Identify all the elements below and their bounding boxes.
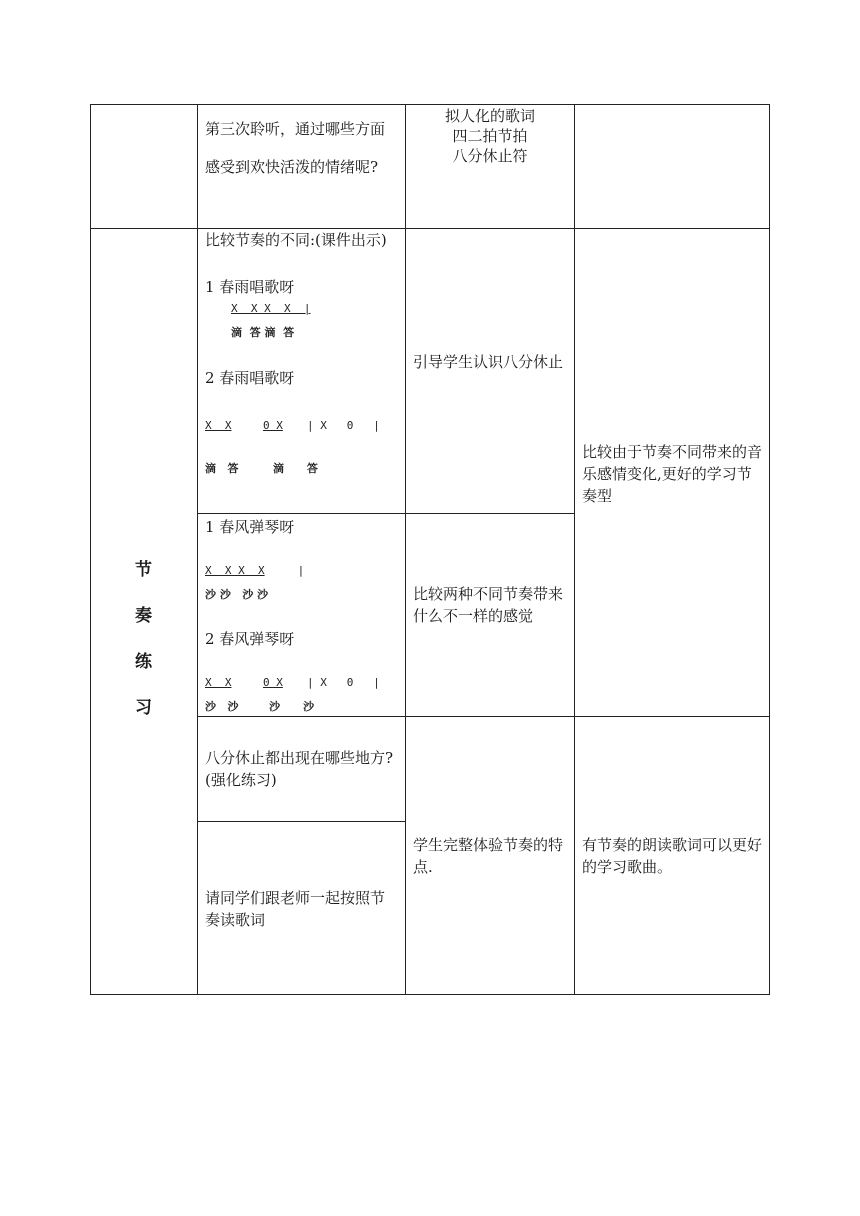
example-title: 1 春雨唱歌呀: [205, 278, 295, 296]
activity-cell: 八分休止都出现在哪些地方?(强化练习): [205, 749, 394, 789]
rhythm-notation: | X 0 |: [307, 676, 380, 689]
row-divider: [197, 513, 574, 514]
rhythm-syllables: 沙 沙 沙 沙: [205, 700, 315, 713]
table-border-right: [769, 104, 770, 995]
rhythm-notation: X X X X |: [231, 302, 311, 315]
activity-cell: 请同学们跟老师一起按照节奏读歌词: [205, 889, 386, 929]
rhythm-notation: |: [291, 564, 305, 577]
column-divider: [405, 104, 406, 995]
rhythm-syllables: 沙 沙 沙 沙: [205, 588, 269, 601]
example-title: 2 春风弹琴呀: [205, 630, 295, 648]
stage-label-char: 练: [135, 652, 152, 672]
example-title: 1 春风弹琴呀: [205, 518, 295, 536]
student-line: 拟人化的歌词: [444, 107, 535, 125]
stage-label-char: 节: [135, 560, 152, 580]
rhythm-notation: 0 X: [263, 676, 283, 689]
rhythm-notation: X X: [205, 419, 232, 432]
example-title: 2 春雨唱歌呀: [205, 369, 295, 387]
student-cell: 比较两种不同节奏带来什么不一样的感觉: [413, 585, 564, 625]
row-divider: [90, 228, 770, 229]
rhythm-notation: X X X X: [205, 564, 265, 577]
student-cell: 引导学生认识八分休止: [413, 353, 564, 371]
row-divider: [197, 716, 770, 717]
column-divider: [574, 104, 575, 995]
design-intent-cell: 有节奏的朗读歌词可以更好的学习歌曲。: [582, 836, 763, 876]
rhythm-syllables: 滴 答 滴 答: [205, 462, 318, 475]
row-divider: [197, 821, 405, 822]
compare-intro: 比较节奏的不同:(课件出示): [205, 231, 387, 249]
rhythm-notation: | X 0 |: [307, 419, 380, 432]
student-cell: [410, 106, 570, 166]
stage-label-char: 奏: [135, 606, 152, 626]
rhythm-notation: 0 X: [263, 419, 283, 432]
rhythm-notation: X X: [205, 676, 232, 689]
student-line: 八分休止符: [452, 147, 528, 165]
stage-label-char: 习: [135, 698, 152, 718]
design-intent-cell: 比较由于节奏不同带来的音乐感情变化,更好的学习节奏型: [582, 443, 763, 505]
column-divider: [197, 104, 198, 995]
student-cell: 学生完整体验节奏的特点.: [413, 836, 564, 876]
table-border-left: [90, 104, 91, 995]
table-border-top: [90, 104, 770, 105]
rhythm-syllables: 滴 答 滴 答: [231, 326, 295, 339]
table-border-bottom: [90, 994, 770, 995]
activity-cell: 第三次聆听，通过哪些方面感受到欢快活泼的情绪呢?: [205, 120, 386, 176]
student-line: 四二拍节拍: [452, 127, 528, 145]
